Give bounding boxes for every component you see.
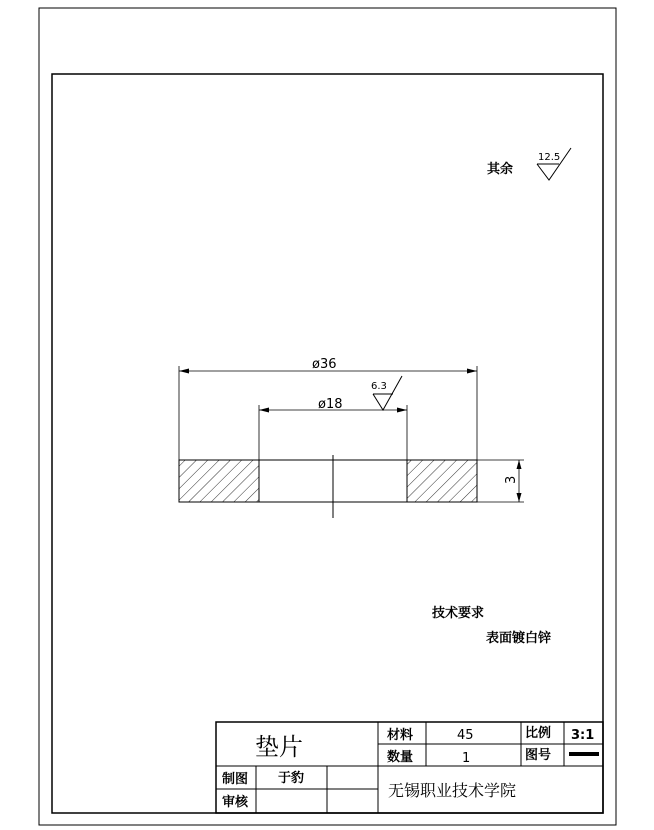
material-label: 材料 — [387, 728, 414, 743]
inner-frame — [52, 74, 603, 813]
scale-value: 3:1 — [571, 728, 595, 743]
surface-note-prefix: 其余 — [487, 162, 514, 177]
bore-roughness-label: 6.3 — [371, 381, 387, 392]
tech-req-heading: 技术要求 — [432, 606, 485, 621]
material-value: 45 — [457, 728, 474, 743]
section-hatch-right — [407, 460, 477, 502]
outer-diameter-label: ø36 — [312, 357, 337, 372]
surface-note-roughness: 12.5 — [538, 152, 561, 163]
part-section-view — [179, 455, 477, 518]
section-hatch-left — [179, 460, 259, 502]
scale-label: 比例 — [525, 726, 552, 741]
checked-by-label: 审核 — [222, 795, 249, 810]
part-name: 垫片 — [255, 733, 303, 761]
thickness-dimension — [477, 460, 524, 502]
quantity-label: 数量 — [387, 750, 414, 765]
quantity-value: 1 — [462, 751, 471, 766]
thickness-label: 3 — [504, 475, 519, 484]
surface-roughness-note — [487, 148, 571, 180]
technical-requirements — [431, 605, 551, 646]
drawn-by-value: 于豹 — [278, 771, 305, 786]
title-block — [216, 722, 603, 813]
drawn-by-label: 制图 — [222, 772, 249, 787]
outer-border — [39, 8, 616, 825]
inner-diameter-label: ø18 — [318, 397, 343, 412]
drawing-number-value — [569, 752, 599, 756]
drawing-number-label: 图号 — [525, 748, 552, 763]
tech-req-item: 表面镀白锌 — [486, 631, 552, 646]
institution-name: 无锡职业技术学院 — [388, 781, 517, 800]
inner-diameter-dimension — [259, 376, 407, 460]
